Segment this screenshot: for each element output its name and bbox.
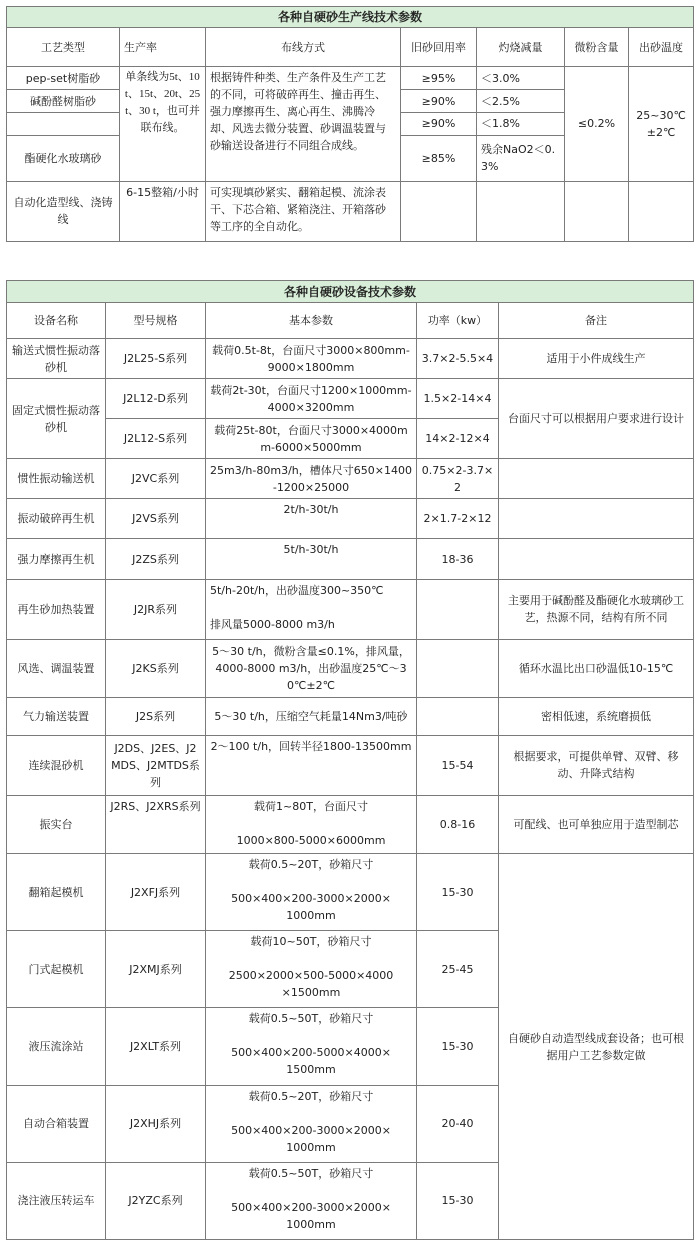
- equipment-name: 振动破碎再生机: [7, 499, 106, 539]
- header-power: 功率（kw）: [417, 303, 499, 339]
- empty-cell: [477, 181, 565, 241]
- equipment-params: 5～30 t/h，压缩空气耗量14Nm3/吨砂: [206, 697, 417, 735]
- equipment-note: 主要用于碱酚醛及酯硬化水玻璃砂工艺，热源不同，结构有所不同: [499, 579, 694, 639]
- productivity-cell: 单条线为5t、10t、15t、20t、25 t、30 t，也可并联布线。: [120, 67, 206, 181]
- equipment-name: 振实台: [7, 796, 106, 854]
- equipment-power: 0.75×2-3.7×2: [417, 459, 499, 499]
- equipment-name: 翻箱起模机: [7, 854, 106, 931]
- loss-cell: ＜2.5%: [477, 90, 565, 113]
- table2-title: 各种自硬砂设备技术参数: [7, 281, 694, 303]
- equipment-name: 连续混砂机: [7, 735, 106, 795]
- equipment-power: 18-36: [417, 539, 499, 579]
- params-line: 500×400×200-5000×4000×1500mm: [231, 1046, 391, 1077]
- equipment-params: 2t/h-30t/h: [206, 499, 417, 539]
- equipment-power: 15-30: [417, 854, 499, 931]
- empty-cell: [565, 181, 629, 241]
- params-line: 5t/h-20t/h，出砂温度300~350℃: [210, 583, 384, 597]
- equipment-note: 台面尺寸可以根据用户要求进行设计: [499, 379, 694, 459]
- equipment-model: J2KS系列: [106, 639, 206, 697]
- equipment-power: 15-30: [417, 1162, 499, 1239]
- equipment-note: 适用于小件成线生产: [499, 339, 694, 379]
- equipment-model: J2L12-D系列: [106, 379, 206, 419]
- equipment-model: J2YZC系列: [106, 1162, 206, 1239]
- equipment-power: 14×2-12×4: [417, 419, 499, 459]
- equipment-model: J2ZS系列: [106, 539, 206, 579]
- empty-cell: [629, 181, 694, 241]
- equipment-model: J2XFJ系列: [106, 854, 206, 931]
- equipment-note: 循环水温比出口砂温低10-15℃: [499, 639, 694, 697]
- equipment-model: J2S系列: [106, 697, 206, 735]
- header-model: 型号规格: [106, 303, 206, 339]
- equipment-power: 15-54: [417, 735, 499, 795]
- process-type-cell: 酯硬化水玻璃砂: [7, 135, 120, 181]
- params-line: 2500×2000×500-5000×4000×1500mm: [228, 969, 394, 1000]
- equipment-note: [499, 499, 694, 539]
- empty-cell: [401, 181, 477, 241]
- equipment-name: 固定式惯性振动落砂机: [7, 379, 106, 459]
- process-type-cell: pep-set树脂砂: [7, 67, 120, 90]
- header-recovery: 旧砂回用率: [401, 27, 477, 67]
- equipment-model: J2L12-S系列: [106, 419, 206, 459]
- equipment-note: 根据要求，可提供单臂、双臂、移动、升降式结构: [499, 735, 694, 795]
- equipment-params: [206, 931, 417, 1008]
- equipment-params: [206, 1162, 417, 1239]
- equipment-note: 可配线、也可单独应用于造型制芯: [499, 796, 694, 854]
- equipment-params: [206, 579, 417, 639]
- params-line: 500×400×200-3000×2000×1000mm: [231, 1123, 391, 1154]
- header-layout: 布线方式: [206, 27, 401, 67]
- equipment-params: [206, 1008, 417, 1085]
- loss-cell: ＜3.0%: [477, 67, 565, 90]
- equipment-power: 3.7×2-5.5×4: [417, 339, 499, 379]
- loss-cell: ＜1.8%: [477, 113, 565, 136]
- params-line: 500×400×200-3000×2000×1000mm: [231, 892, 391, 923]
- equipment-name: 强力摩擦再生机: [7, 539, 106, 579]
- process-type-cell: [7, 113, 120, 136]
- equipment-table: [6, 280, 694, 1240]
- equipment-power: 1.5×2-14×4: [417, 379, 499, 419]
- production-line-table: [6, 6, 694, 242]
- fines-cell: ≤0.2%: [565, 67, 629, 181]
- equipment-params: 载荷25t-80t，台面尺寸3000×4000mm-6000×5000mm: [206, 419, 417, 459]
- header-productivity: 生产率: [120, 27, 206, 67]
- equipment-name: 惯性振动输送机: [7, 459, 106, 499]
- equipment-model: J2L25-S系列: [106, 339, 206, 379]
- process-type-cell: 碱酚醛树脂砂: [7, 90, 120, 113]
- header-ignition-loss: 灼烧减量: [477, 27, 565, 67]
- params-line: 1000×800-5000×6000mm: [236, 834, 386, 847]
- auto-line-type: 自动化造型线、浇铸线: [7, 181, 120, 241]
- equipment-params: 5～30 t/h，微粉含量≤0.1%，排风量，4000-8000 m3/h，出砂温度25℃～30℃±2℃: [206, 639, 417, 697]
- equipment-model: J2JR系列: [106, 579, 206, 639]
- auto-line-productivity: 6-15整箱/小时: [120, 181, 206, 241]
- equipment-note: [499, 459, 694, 499]
- loss-cell: 残余NaO2＜0.3%: [477, 135, 565, 181]
- equipment-model: J2RS、J2XRS系列: [106, 796, 206, 854]
- table1-title: 各种自硬砂生产线技术参数: [7, 7, 694, 28]
- layout-desc-cell: 根据铸件种类、生产条件及生产工艺的不同，可将破碎再生、撞击再生、强力摩擦再生、离心再生、沸腾冷却、风选去微分装置、砂调温装置与砂输送设备进行不同组合成线。: [206, 67, 401, 181]
- header-temp: 出砂温度: [629, 27, 694, 67]
- equipment-name: 浇注液压转运车: [7, 1162, 106, 1239]
- equipment-params: [206, 854, 417, 931]
- equipment-note: [499, 539, 694, 579]
- recovery-cell: ≥85%: [401, 135, 477, 181]
- equipment-name: 气力输送装置: [7, 697, 106, 735]
- header-equipment-name: 设备名称: [7, 303, 106, 339]
- equipment-power: [417, 697, 499, 735]
- recovery-cell: ≥90%: [401, 113, 477, 136]
- equipment-name: 风选、调温装置: [7, 639, 106, 697]
- equipment-params: 2～100 t/h，回转半径1800-13500mm: [206, 735, 417, 795]
- equipment-model: J2XHJ系列: [106, 1085, 206, 1162]
- equipment-params: [206, 796, 417, 854]
- equipment-name: 自动合箱装置: [7, 1085, 106, 1162]
- equipment-model: J2DS、J2ES、J2MDS、J2MTDS系列: [106, 735, 206, 795]
- equipment-params: 5t/h-30t/h: [206, 539, 417, 579]
- equipment-name: 门式起模机: [7, 931, 106, 1008]
- recovery-cell: ≥90%: [401, 90, 477, 113]
- equipment-power: 2×1.7-2×12: [417, 499, 499, 539]
- equipment-power: 15-30: [417, 1008, 499, 1085]
- equipment-params: 载荷0.5t-8t，台面尺寸3000×800mm-9000×1800mm: [206, 339, 417, 379]
- header-fines: 微粉含量: [565, 27, 629, 67]
- params-line: 载荷10~50T，砂箱尺寸: [250, 935, 372, 949]
- equipment-model: J2VS系列: [106, 499, 206, 539]
- recovery-cell: ≥95%: [401, 67, 477, 90]
- equipment-model: J2XMJ系列: [106, 931, 206, 1008]
- equipment-model: J2VC系列: [106, 459, 206, 499]
- equipment-params: 载荷2t-30t，台面尺寸1200×1000mm-4000×3200mm: [206, 379, 417, 419]
- equipment-power: 20-40: [417, 1085, 499, 1162]
- header-process-type: 工艺类型: [7, 27, 120, 67]
- equipment-power: [417, 579, 499, 639]
- params-line: 载荷1~80T，台面尺寸: [254, 800, 368, 813]
- params-line: 载荷0.5~50T，砂箱尺寸: [248, 1012, 374, 1026]
- equipment-note: 自硬砂自动造型线成套设备；也可根据用户工艺参数定做: [499, 854, 694, 1240]
- params-line: 载荷0.5~50T，砂箱尺寸: [248, 1166, 374, 1180]
- equipment-params: 25m3/h-80m3/h，槽体尺寸650×1400-1200×25000: [206, 459, 417, 499]
- equipment-params: [206, 1085, 417, 1162]
- params-line: 500×400×200-3000×2000×1000mm: [231, 1200, 391, 1231]
- params-line: 载荷0.5~20T，砂箱尺寸: [248, 1089, 374, 1103]
- header-note: 备注: [499, 303, 694, 339]
- equipment-name: 输送式惯性振动落砂机: [7, 339, 106, 379]
- equipment-power: 0.8-16: [417, 796, 499, 854]
- equipment-power: [417, 639, 499, 697]
- temp-cell: 25~30℃±2℃: [629, 67, 694, 181]
- equipment-note: 密相低速，系统磨损低: [499, 697, 694, 735]
- equipment-power: 25-45: [417, 931, 499, 1008]
- auto-line-desc: 可实现填砂紧实、翻箱起模、流涂表干、下芯合箱、紧箱浇注、开箱落砂等工序的全自动化。: [206, 181, 401, 241]
- equipment-name: 液压流涂站: [7, 1008, 106, 1085]
- params-line: 排风量5000-8000 m3/h: [210, 617, 335, 631]
- params-line: 载荷0.5~20T，砂箱尺寸: [248, 858, 374, 872]
- equipment-name: 再生砂加热装置: [7, 579, 106, 639]
- equipment-model: J2XLT系列: [106, 1008, 206, 1085]
- header-params: 基本参数: [206, 303, 417, 339]
